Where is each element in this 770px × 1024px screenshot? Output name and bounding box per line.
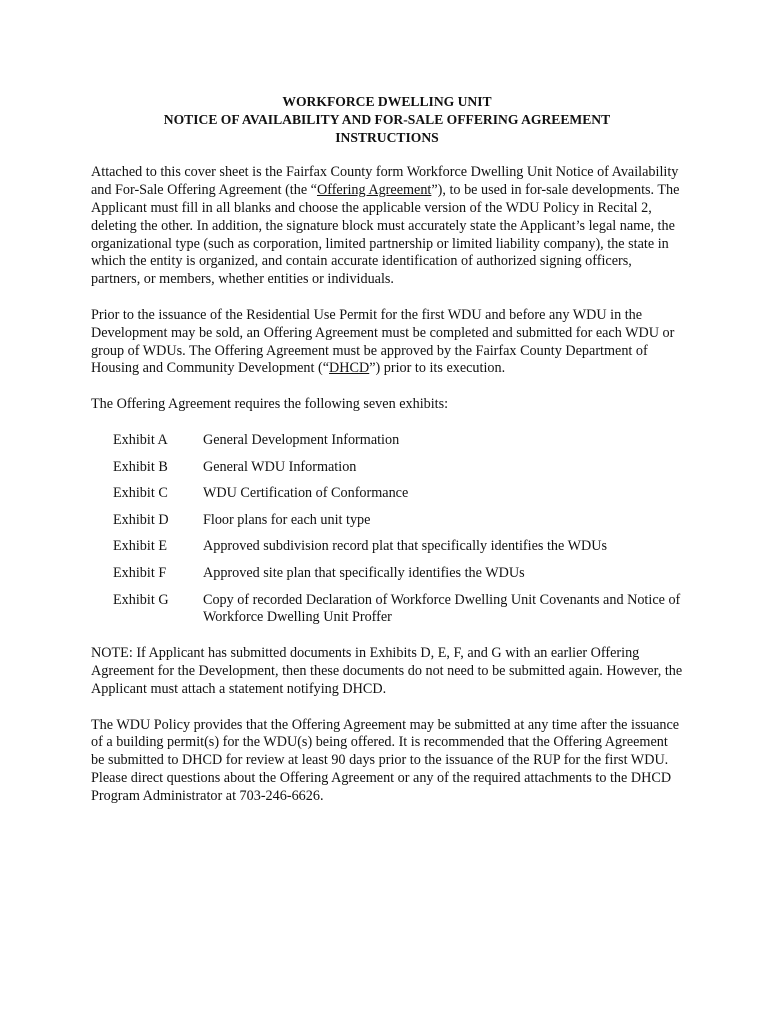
exhibit-label: Exhibit E <box>113 538 167 555</box>
intro-text-before: Attached to this cover sheet is the Fairfax County form Workforce Dwelling Unit Notice of Availability and For-Sale Offering Agreement (the “ <box>91 164 679 199</box>
approval-paragraph <box>91 307 683 378</box>
exhibit-row-b <box>113 459 683 477</box>
exhibit-row-f <box>113 565 683 583</box>
offering-agreement-defined-term: Offering Agreement <box>316 182 432 199</box>
note-paragraph: NOTE: If Applicant has submitted documents in Exhibits D, E, F, and G with an earlier Offering Agreement for the Development, then these documents do not need to be submitted again. However, the Applicant must attach a statement notifying DHCD. <box>91 645 683 697</box>
exhibits-intro: The Offering Agreement requires the following seven exhibits: <box>91 396 449 413</box>
exhibit-label: Exhibit C <box>113 485 168 502</box>
exhibit-label: Exhibit B <box>113 458 168 475</box>
exhibit-description: WDU Certification of Conformance <box>203 485 409 502</box>
title-line-1: WORKFORCE DWELLING UNIT <box>282 94 492 109</box>
approval-text-after: ”) prior to its execution. <box>369 360 506 377</box>
exhibit-label: Exhibit F <box>113 564 167 581</box>
exhibit-row-c <box>113 485 683 503</box>
exhibit-row-d <box>113 512 683 530</box>
exhibit-description: Approved site plan that specifically identifies the WDUs <box>203 564 525 581</box>
title-line-3: INSTRUCTIONS <box>335 129 439 145</box>
title-line-2: NOTICE OF AVAILABILITY AND FOR-SALE OFFERING AGREEMENT <box>163 111 611 127</box>
intro-paragraph <box>91 164 683 289</box>
exhibit-row-g <box>113 592 683 628</box>
exhibit-row-e <box>113 538 683 556</box>
exhibit-description: Copy of recorded Declaration of Workforce Dwelling Unit Covenants and Notice of Workforce Dwelling Unit Proffer <box>203 591 681 626</box>
exhibit-description: Floor plans for each unit type <box>203 511 371 528</box>
exhibit-list <box>113 432 683 627</box>
exhibit-description: General WDU Information <box>203 458 357 475</box>
exhibit-label: Exhibit G <box>113 591 169 608</box>
dhcd-defined-term: DHCD <box>329 360 370 377</box>
exhibit-label: Exhibit A <box>113 431 168 448</box>
document-title <box>91 93 683 146</box>
exhibit-label: Exhibit D <box>113 511 169 528</box>
exhibit-description: General Development Information <box>203 431 400 448</box>
document-page <box>91 93 683 805</box>
intro-text-after: ”), to be used in for-sale developments. The Applicant must fill in all blanks and choose the applicable version of the WDU Policy in Recital 2, deleting the other. In addition, the signature block must accurately state the Applicant’s legal name, the organizational type (such as corporation, limited partnership or limited liability company), the state in which the entity is organized, and contain accurate identification of authorized signing officers, partners, or members, whether entities or individuals. <box>91 182 680 288</box>
exhibit-row-a <box>113 432 683 450</box>
exhibit-description: Approved subdivision record plat that specifically identifies the WDUs <box>203 538 607 555</box>
policy-paragraph: The WDU Policy provides that the Offering Agreement may be submitted at any time after the issuance of a building permit(s) for the WDU(s) being offered. It is recommended that the Offering Agreement be submitted to DHCD for review at least 90 days prior to the issuance of the RUP for the first WDU. Please direct questions about the Offering Agreement or any of the required attachments to the DHCD Program Administrator at 703-246-6626. <box>91 716 680 804</box>
approval-text-before: Prior to the issuance of the Residential Use Permit for the first WDU and before any WDU in the Development may be sold, an Offering Agreement must be completed and submitted for each WDU or group of WDUs. The Offering Agreement must be approved by the Fairfax County Department of Housing and Community Development (“ <box>91 306 675 377</box>
